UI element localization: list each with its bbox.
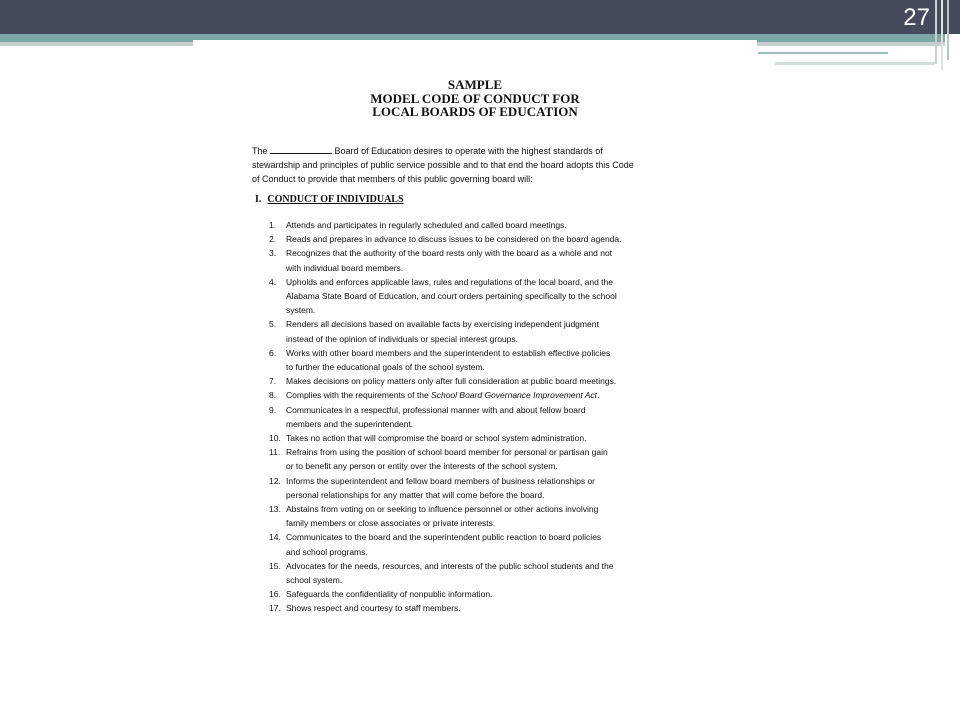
- list-item-text: Communicates to the board and the superintendent public reaction to board policies: [286, 532, 602, 543]
- list-item-text: personal relationships for any matter that will come before the board.: [286, 489, 545, 500]
- header-decor-vertical-line: [947, 0, 949, 60]
- list-item-number: 9.: [269, 404, 277, 415]
- list-item-text: Communicates in a respectful, professional manner with and about fellow board: [286, 404, 586, 415]
- list-item-number: 5.: [269, 319, 277, 330]
- list-item-number: 15.: [269, 560, 281, 571]
- list-item: [269, 374, 691, 388]
- slide-number: 27: [903, 4, 930, 31]
- list-item-text: Advocates for the needs, resources, and interests of the public school students and the: [286, 560, 614, 571]
- list-item-text: Recognizes that the authority of the board rests only with the board as a whole and not: [286, 248, 613, 259]
- list-item: [269, 388, 691, 402]
- list-item-text: system.: [286, 305, 316, 316]
- slide-header-bar: [0, 0, 960, 34]
- list-item-text: Attends and participates in regularly scheduled and called board meetings.: [286, 220, 567, 230]
- list-item: [269, 587, 691, 601]
- list-item-text: or to benefit any person or entity over the interests of the school system.: [286, 461, 558, 472]
- list-item: [269, 601, 691, 615]
- list-item-text: Upholds and enforces applicable laws, rules and regulations of the local board, and the: [286, 276, 613, 287]
- list-item-text: instead of the opinion of individuals or special interest groups.: [286, 333, 519, 344]
- intro-line: of Conduct to provide that members of this public governing board will:: [252, 174, 533, 184]
- list-item-text: Reads and prepares in advance to discuss issues to be considered on the board agenda.: [286, 234, 622, 245]
- list-item: [269, 502, 691, 530]
- list-item: [269, 474, 691, 502]
- list-item-number: 12.: [269, 475, 281, 486]
- list-item: [269, 403, 691, 431]
- list-item-text: Alabama State Board of Education, and court orders pertaining specifically to the school: [286, 291, 617, 302]
- list-item-text: Safeguards the confidentiality of nonpublic information.: [286, 589, 493, 600]
- list-item-number: 17.: [269, 603, 281, 614]
- list-item-number: 8.: [269, 390, 277, 401]
- list-item-text: Renders all decisions based on available facts by exercising independent judgment: [286, 319, 599, 330]
- title-line: LOCAL BOARDS OF EDUCATION: [372, 104, 578, 119]
- list-item-text: Shows respect and courtesy to staff members.: [286, 603, 461, 614]
- list-item-text: Works with other board members and the superintendent to establish effective policies: [286, 347, 611, 358]
- list-item-number: 4.: [269, 276, 277, 287]
- document-image: [193, 40, 757, 680]
- list-item: [269, 317, 691, 345]
- blank-line: [270, 144, 332, 154]
- document-title: [193, 78, 757, 119]
- header-decor-line: [775, 62, 935, 65]
- list-item-text: Refrains from using the position of school board member for personal or partisan gain: [286, 447, 608, 458]
- list-item-number: 13.: [269, 504, 281, 515]
- list-item-number: 2.: [269, 234, 277, 245]
- intro-line: stewardship and principles of public service possible and to that end the board adopts this Code: [252, 160, 634, 170]
- list-item-text: family members or close associates or private interests.: [286, 518, 496, 529]
- header-decor-vertical-line: [935, 0, 937, 64]
- list-item: [269, 530, 691, 558]
- list-item-number: 1.: [269, 220, 277, 230]
- list-item-text: members and the superintendent.: [286, 418, 414, 429]
- section-title: CONDUCT OF INDIVIDUALS: [267, 194, 404, 205]
- list-item-text: Informs the superintendent and fellow board members of business relationships or: [286, 475, 596, 486]
- header-decor-line: [758, 52, 888, 54]
- list-item-text: Complies with the requirements of the School Board Governance Improvement Act.: [286, 390, 600, 401]
- list-item: [269, 218, 691, 232]
- list-item-number: 3.: [269, 248, 277, 259]
- intro-line: Board of Education desires to operate with the highest standards of: [334, 146, 603, 156]
- list-item: [269, 431, 691, 445]
- list-item: [269, 559, 691, 587]
- title-line: MODEL CODE OF CONDUCT FOR: [370, 90, 580, 106]
- list-item-number: 6.: [269, 347, 277, 358]
- list-item-text: to further the educational goals of the school system.: [286, 362, 485, 373]
- list-item-number: 7.: [269, 376, 277, 387]
- list-item: [269, 232, 691, 246]
- list-item-number: 11.: [269, 447, 281, 458]
- list-item-text: Takes no action that will compromise the board or school system administration.: [286, 433, 587, 444]
- list-item-text: school system.: [286, 575, 343, 586]
- list-item-text: and school programs.: [286, 546, 368, 557]
- list-item-text: with individual board members.: [286, 262, 404, 273]
- list-item: [269, 445, 691, 473]
- list-item-text: Abstains from voting on or seeking to influence personnel or other actions involving: [286, 504, 599, 515]
- header-decor-vertical-line: [941, 0, 943, 70]
- list-item-number: 16.: [269, 589, 281, 600]
- section-heading: [255, 194, 404, 205]
- list-item: [269, 246, 691, 274]
- title-line: SAMPLE: [447, 77, 503, 92]
- list-item: [269, 346, 691, 374]
- intro-prefix: The: [252, 146, 268, 156]
- list-item-number: 14.: [269, 532, 281, 543]
- list-item-number: 10.: [269, 433, 281, 444]
- section-number: I.: [255, 194, 262, 205]
- list-item: [269, 275, 691, 318]
- list-item-text: Makes decisions on policy matters only after full consideration at public board meetings.: [286, 376, 617, 387]
- conduct-list: [269, 218, 691, 616]
- intro-paragraph: [252, 144, 690, 186]
